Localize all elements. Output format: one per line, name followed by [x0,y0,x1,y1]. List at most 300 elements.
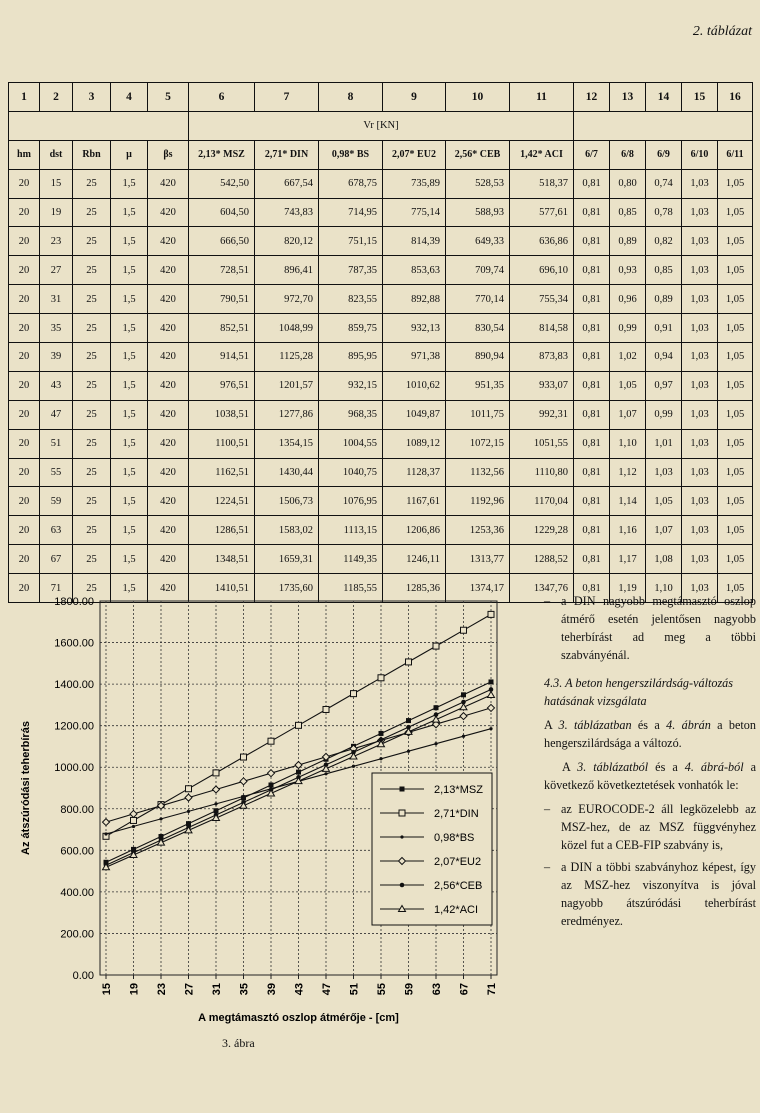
y-tick-label: 200.00 [60,928,94,941]
table-cell: 1,03 [682,256,718,285]
table-cell: 420 [148,458,189,487]
table-cell: 25 [73,285,111,314]
table-cell: 420 [148,487,189,516]
table-cell: 1,5 [111,256,148,285]
table-cell: 0,81 [574,371,610,400]
table-cell: 25 [73,343,111,372]
table-cell: 15 [40,169,73,198]
data-point [406,659,412,665]
header-cell: 16 [718,83,753,112]
table-cell: 678,75 [319,169,383,198]
table-cell: 25 [73,371,111,400]
table-cell: 1354,15 [255,429,319,458]
table-cell: 853,63 [383,256,446,285]
table-cell: 1,05 [718,487,753,516]
table-cell: 1,5 [111,314,148,343]
table-cell: 0,96 [610,285,646,314]
table-cell: 0,91 [646,314,682,343]
table-cell: 39 [40,343,73,372]
data-point [406,718,411,723]
table-cell: 1038,51 [189,400,255,429]
table-cell: 1410,51 [189,574,255,603]
table-cell: 1,05 [610,371,646,400]
data-point [434,705,439,710]
table-cell: 25 [73,198,111,227]
paragraph: A 3. táblázatban és a 4. ábrán a beton hengerszilárdsága a változó. [544,718,756,750]
data-point [214,802,217,805]
table-cell: 0,99 [610,314,646,343]
data-point [434,742,437,745]
table-cell: 1,03 [682,169,718,198]
table-cell: 1004,55 [319,429,383,458]
table-cell: 914,51 [189,343,255,372]
table-cell: 588,93 [446,198,510,227]
table-cell: 0,81 [574,285,610,314]
table-cell: 0,81 [574,545,610,574]
table-cell: 25 [73,256,111,285]
header-cell: 2 [40,83,73,112]
table-cell: 1246,11 [383,545,446,574]
table-cell: 20 [9,198,40,227]
header-row-vr [9,111,753,140]
table-cell: 1,14 [610,487,646,516]
table-cell: 1,05 [718,545,753,574]
data-point [214,808,219,813]
data-point [269,782,274,787]
table-cell: 1,5 [111,574,148,603]
x-axis-label: A megtámasztó oszlop átmérője - [cm] [198,1012,399,1024]
table-cell: 1,03 [682,227,718,256]
header-cell: 4 [111,83,148,112]
table-cell: 1167,61 [383,487,446,516]
data-point [488,611,494,617]
x-tick-label: 39 [266,983,278,996]
table-cell: 895,95 [319,343,383,372]
table-cell: 1348,51 [189,545,255,574]
data-point [268,770,275,777]
table-cell: 1,05 [718,343,753,372]
table-cell: 1659,31 [255,545,319,574]
legend-label: 2,71*DIN [434,808,479,820]
table-cell: 0,81 [574,487,610,516]
x-tick-label: 43 [293,983,306,996]
legend [372,773,492,925]
table-cell: 1374,17 [446,574,510,603]
table-cell: 1110,80 [510,458,574,487]
table-cell: 1051,55 [510,429,574,458]
x-tick-label: 19 [128,983,141,996]
data-point [379,757,382,760]
table-cell: 1,5 [111,516,148,545]
legend-label: 2,13*MSZ [434,784,483,796]
table-cell: 0,81 [574,169,610,198]
header-cell: Rbn [73,140,111,169]
data-point [242,795,245,798]
table-cell: 696,10 [510,256,574,285]
table-cell: 1,5 [111,400,148,429]
table-cell: 1,5 [111,198,148,227]
table-cell: 1100,51 [189,429,255,458]
data-point [104,832,107,835]
data-point [379,731,384,736]
legend-marker [400,883,405,888]
bullet-din [544,592,756,664]
header-row-numbers [9,83,753,112]
table-cell: 1,10 [646,574,682,603]
table-cell: 20 [9,227,40,256]
header-cell: 6 [189,83,255,112]
dash: – [544,594,551,608]
x-tick-label: 23 [156,983,168,996]
table-cell: 992,31 [510,400,574,429]
x-tick-label: 15 [101,983,113,996]
data-point [213,770,219,776]
table-cell: 25 [73,545,111,574]
data-point [132,825,135,828]
table-row [9,314,753,343]
table-cell: 1,05 [646,487,682,516]
table-cell: 743,83 [255,198,319,227]
table-cell: 67 [40,545,73,574]
y-tick-label: 1400.00 [54,679,94,692]
table-cell: 0,81 [574,400,610,429]
y-tick-label: 0.00 [72,970,94,982]
header-cell-empty [9,111,189,140]
y-tick-label: 600.00 [60,845,94,858]
table-cell: 0,85 [646,256,682,285]
table-cell: 1,02 [610,343,646,372]
table-cell: 830,54 [446,314,510,343]
legend-label: 2,56*CEB [434,880,483,892]
table-cell: 20 [9,487,40,516]
table-row [9,545,753,574]
header-cell: 14 [646,83,682,112]
table-cell: 51 [40,429,73,458]
table-cell: 25 [73,574,111,603]
legend-label: 0,98*BS [434,832,475,844]
table-cell: 1,07 [610,400,646,429]
data-point [130,810,137,817]
data-point [213,786,220,793]
x-tick-label: 27 [183,983,196,996]
table-cell: 932,13 [383,314,446,343]
data-point [241,754,247,760]
data-point [159,817,162,820]
table-cell: 25 [73,169,111,198]
data-point [462,735,465,738]
table-cell: 1,5 [111,169,148,198]
table-cell: 951,35 [446,371,510,400]
table-cell: 25 [73,314,111,343]
table-cell: 775,14 [383,198,446,227]
x-tick-label: 55 [376,983,388,996]
table-cell: 714,95 [319,198,383,227]
table-cell: 604,50 [189,198,255,227]
table-cell: 1,03 [682,343,718,372]
table-row [9,256,753,285]
y-tick-label: 800.00 [60,803,94,816]
table-cell: 1,03 [682,574,718,603]
table-cell: 420 [148,400,189,429]
table-cell: 420 [148,574,189,603]
data-point [488,691,495,697]
table-cell: 873,83 [510,343,574,372]
table-cell: 1285,36 [383,574,446,603]
table-cell: 1,5 [111,429,148,458]
section-heading: 4.3. A beton hengerszilárdság-változás hatásának vizsgálata [544,676,734,708]
table-cell: 420 [148,227,189,256]
y-tick-label: 1200.00 [54,720,94,733]
table-cell: 1,05 [718,169,753,198]
legend-marker [400,835,403,838]
table-cell: 1,5 [111,343,148,372]
table-cell: 1,03 [682,545,718,574]
data-point [461,627,467,633]
dash: – [544,802,551,816]
table-cell: 892,88 [383,285,446,314]
header-cell: 1 [9,83,40,112]
paragraph: az EUROCODE-2 áll legközelebb az MSZ-hez, de az MSZ függvényhez közel fut a CEB-FIP szabvány is, [561,802,756,852]
table-cell: 1076,95 [319,487,383,516]
table-cell: 0,81 [574,574,610,603]
table-cell: 0,74 [646,169,682,198]
table-cell: 420 [148,371,189,400]
table-cell: 1206,86 [383,516,446,545]
header-cell: 12 [574,83,610,112]
table-cell: 890,94 [446,343,510,372]
table-cell: 852,51 [189,314,255,343]
table-cell: 971,38 [383,343,446,372]
bullet-din-2 [544,858,756,930]
x-tick-label: 63 [431,983,443,996]
legend-marker [399,810,405,816]
table-cell: 20 [9,458,40,487]
data-point [185,794,192,801]
table-cell: 1229,28 [510,516,574,545]
table-cell: 0,82 [646,227,682,256]
table-row [9,458,753,487]
table-cell: 19 [40,198,73,227]
table-cell: 0,89 [646,285,682,314]
table-cell: 636,86 [510,227,574,256]
data-point [323,706,329,712]
table-row [9,227,753,256]
table-cell: 667,54 [255,169,319,198]
header-cell: 9 [383,83,446,112]
table-cell: 1,05 [718,458,753,487]
y-axis-label: Az átszúródási teherbírás [20,721,32,855]
table-row [9,516,753,545]
x-tick-label: 59 [403,983,416,996]
table-cell: 1735,60 [255,574,319,603]
header-cell: βs [148,140,189,169]
table-cell: 1,03 [682,516,718,545]
table-cell: 1347,76 [510,574,574,603]
table-cell: 25 [73,516,111,545]
header-row-symbols [9,140,753,169]
table-cell: 20 [9,574,40,603]
data-point [461,692,466,697]
table-cell: 0,93 [610,256,646,285]
table-cell: 1,03 [682,198,718,227]
header-cell: 6/8 [610,140,646,169]
table-cell: 1,16 [610,516,646,545]
table-cell: 896,41 [255,256,319,285]
table-cell: 0,99 [646,400,682,429]
table-cell: 1,12 [610,458,646,487]
table-cell: 1,05 [718,256,753,285]
table-cell: 770,14 [446,285,510,314]
table-cell: 63 [40,516,73,545]
table-row [9,429,753,458]
header-cell: 10 [446,83,510,112]
data-point [296,770,301,775]
table-cell: 1506,73 [255,487,319,516]
data-table [8,82,753,603]
data-point [324,772,327,775]
table-cell: 71 [40,574,73,603]
data-point [460,713,467,720]
table-cell: 1,01 [646,429,682,458]
table-cell: 709,74 [446,256,510,285]
x-tick-label: 51 [348,983,361,996]
table-cell: 20 [9,371,40,400]
table-row [9,169,753,198]
table-cell: 1,10 [610,429,646,458]
table-cell: 728,51 [189,256,255,285]
table-cell: 1,08 [646,545,682,574]
table-cell: 976,51 [189,371,255,400]
chart-svg [0,575,530,1055]
header-cell: 11 [510,83,574,112]
y-tick-label: 400.00 [60,886,94,899]
data-point [296,722,302,728]
data-point [268,738,274,744]
table-cell: 577,61 [510,198,574,227]
table-label: 2. táblázat [692,24,752,39]
header-cell-vr: Vr [KN] [189,111,574,140]
table-cell: 0,78 [646,198,682,227]
table-cell: 1040,75 [319,458,383,487]
header-cell: 0,98* BS [319,140,383,169]
y-tick-label: 1800.00 [54,596,94,608]
header-cell: 5 [148,83,189,112]
table-cell: 59 [40,487,73,516]
table-cell: 528,53 [446,169,510,198]
table-cell: 1162,51 [189,458,255,487]
table-cell: 1192,96 [446,487,510,516]
table-cell: 1149,35 [319,545,383,574]
table-cell: 1048,99 [255,314,319,343]
table-cell: 20 [9,256,40,285]
table-cell: 859,75 [319,314,383,343]
table-cell: 420 [148,545,189,574]
table-cell: 1,03 [682,487,718,516]
table-cell: 1,07 [646,516,682,545]
table-cell: 933,07 [510,371,574,400]
table-cell: 814,39 [383,227,446,256]
table-cell: 1,5 [111,487,148,516]
header-cell: 7 [255,83,319,112]
table-cell: 0,89 [610,227,646,256]
table-cell: 35 [40,314,73,343]
data-point [103,819,110,826]
table-cell: 23 [40,227,73,256]
header-cell: 2,07* EU2 [383,140,446,169]
x-tick-label: 47 [321,983,333,996]
table-cell: 25 [73,458,111,487]
table-cell: 1,5 [111,545,148,574]
table-cell: 420 [148,256,189,285]
table-cell: 1,17 [610,545,646,574]
table-cell: 1,05 [718,314,753,343]
table-cell: 20 [9,343,40,372]
table-cell: 790,51 [189,285,255,314]
table-cell: 755,34 [510,285,574,314]
table-cell: 420 [148,516,189,545]
table-cell: 0,81 [574,256,610,285]
legend-label: 2,07*EU2 [434,856,482,868]
table-cell: 1313,77 [446,545,510,574]
data-point [131,817,137,823]
data-point [352,765,355,768]
table-cell: 1,05 [718,371,753,400]
table-cell: 968,35 [319,400,383,429]
table-cell: 0,97 [646,371,682,400]
table-cell: 1,03 [682,429,718,458]
table-cell: 0,94 [646,343,682,372]
table-cell: 20 [9,545,40,574]
table-cell: 25 [73,227,111,256]
table-cell: 420 [148,169,189,198]
header-cell: 6/7 [574,140,610,169]
text-column [544,592,756,930]
table-cell: 1253,36 [446,516,510,545]
table-cell: 55 [40,458,73,487]
header-cell: 15 [682,83,718,112]
header-cell: 2,56* CEB [446,140,510,169]
table-cell: 1185,55 [319,574,383,603]
data-point [489,727,492,730]
x-tick-label: 31 [211,983,223,996]
table-cell: 20 [9,285,40,314]
table-cell: 1,05 [718,574,753,603]
header-cell: dst [40,140,73,169]
table-cell: 751,15 [319,227,383,256]
data-point [186,786,192,792]
table-cell: 47 [40,400,73,429]
table-cell: 1,03 [682,371,718,400]
x-tick-label: 71 [486,983,498,996]
table-cell: 0,80 [610,169,646,198]
table-cell: 1,5 [111,227,148,256]
table-cell: 1277,86 [255,400,319,429]
table-cell: 1286,51 [189,516,255,545]
table-cell: 27 [40,256,73,285]
table-cell: 932,15 [319,371,383,400]
table-cell: 420 [148,198,189,227]
table-row [9,400,753,429]
figure-caption: 3. ábra [222,1036,255,1050]
header-cell: 1,42* ACI [510,140,574,169]
table-cell: 1113,15 [319,516,383,545]
table-cell: 1288,52 [510,545,574,574]
paragraph: a DIN nagyobb megtámasztó oszlop átmérő esetén jelentősen nagyobb teherbírást ad meg a többi szabványénál. [561,594,756,662]
x-tick-label: 35 [238,983,251,996]
header-cell: 8 [319,83,383,112]
table-cell: 20 [9,400,40,429]
table-cell: 1,05 [718,516,753,545]
